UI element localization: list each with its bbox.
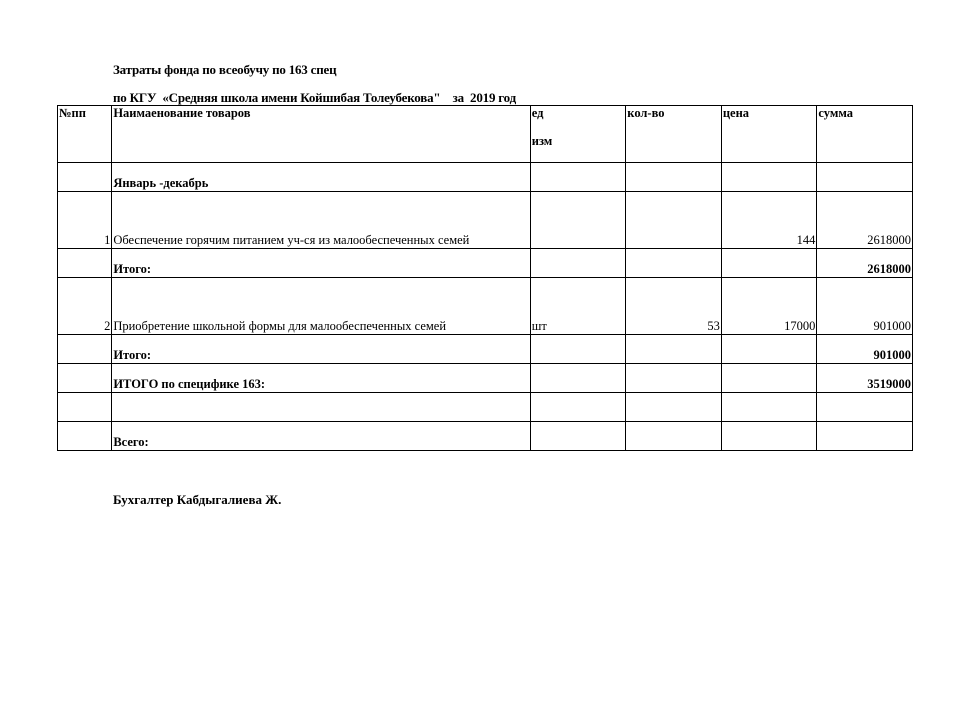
accountant-signature: Бухгалтер Кабдыгалиева Ж. [113, 492, 282, 507]
subtotal-row [58, 249, 913, 278]
header-sum: сумма [817, 106, 913, 163]
row-name: Обеспечение горячим питанием уч-ся из малообеспеченных семей [112, 192, 530, 249]
row-price: 17000 [721, 278, 817, 335]
table-header-row [58, 106, 913, 163]
report-subtitle: по КГУ «Средняя школа имени Койшибая Толеубекова" за 2019 год [113, 90, 516, 105]
report-title: Затраты фонда по всеобучу по 163 спец [113, 62, 337, 77]
table-row [58, 192, 913, 249]
row-num: 2 [58, 278, 112, 335]
header-qty: кол-во [626, 106, 722, 163]
header-unit-line2: изм [531, 134, 553, 148]
empty-row [58, 393, 913, 422]
header-unit-line1: ед [531, 106, 544, 120]
spec-total-value: 3519000 [817, 364, 913, 393]
row-unit [530, 192, 626, 249]
subtotal-value: 901000 [817, 335, 913, 364]
row-qty: 53 [626, 278, 722, 335]
expenses-table [57, 105, 913, 451]
subtotal-row [58, 335, 913, 364]
spec-total-label: ИТОГО по специфике 163: [112, 364, 530, 393]
header-price: цена [721, 106, 817, 163]
period-row [58, 163, 913, 192]
row-unit: шт [530, 278, 626, 335]
grand-total-label: Всего: [112, 422, 530, 451]
subtotal-label: Итого: [112, 249, 530, 278]
subtotal-value: 2618000 [817, 249, 913, 278]
table-row [58, 278, 913, 335]
row-num: 1 [58, 192, 112, 249]
row-name: Приобретение школьной формы для малообеспеченных семей [112, 278, 530, 335]
header-num: №пп [58, 106, 112, 163]
period-label: Январь -декабрь [112, 163, 530, 192]
subtotal-label: Итого: [112, 335, 530, 364]
header-unit [530, 106, 626, 163]
spec-total-row [58, 364, 913, 393]
row-sum: 2618000 [817, 192, 913, 249]
header-name: Наимаенование товаров [112, 106, 530, 163]
row-price: 144 [721, 192, 817, 249]
row-qty [626, 192, 722, 249]
grand-total-row [58, 422, 913, 451]
row-sum: 901000 [817, 278, 913, 335]
